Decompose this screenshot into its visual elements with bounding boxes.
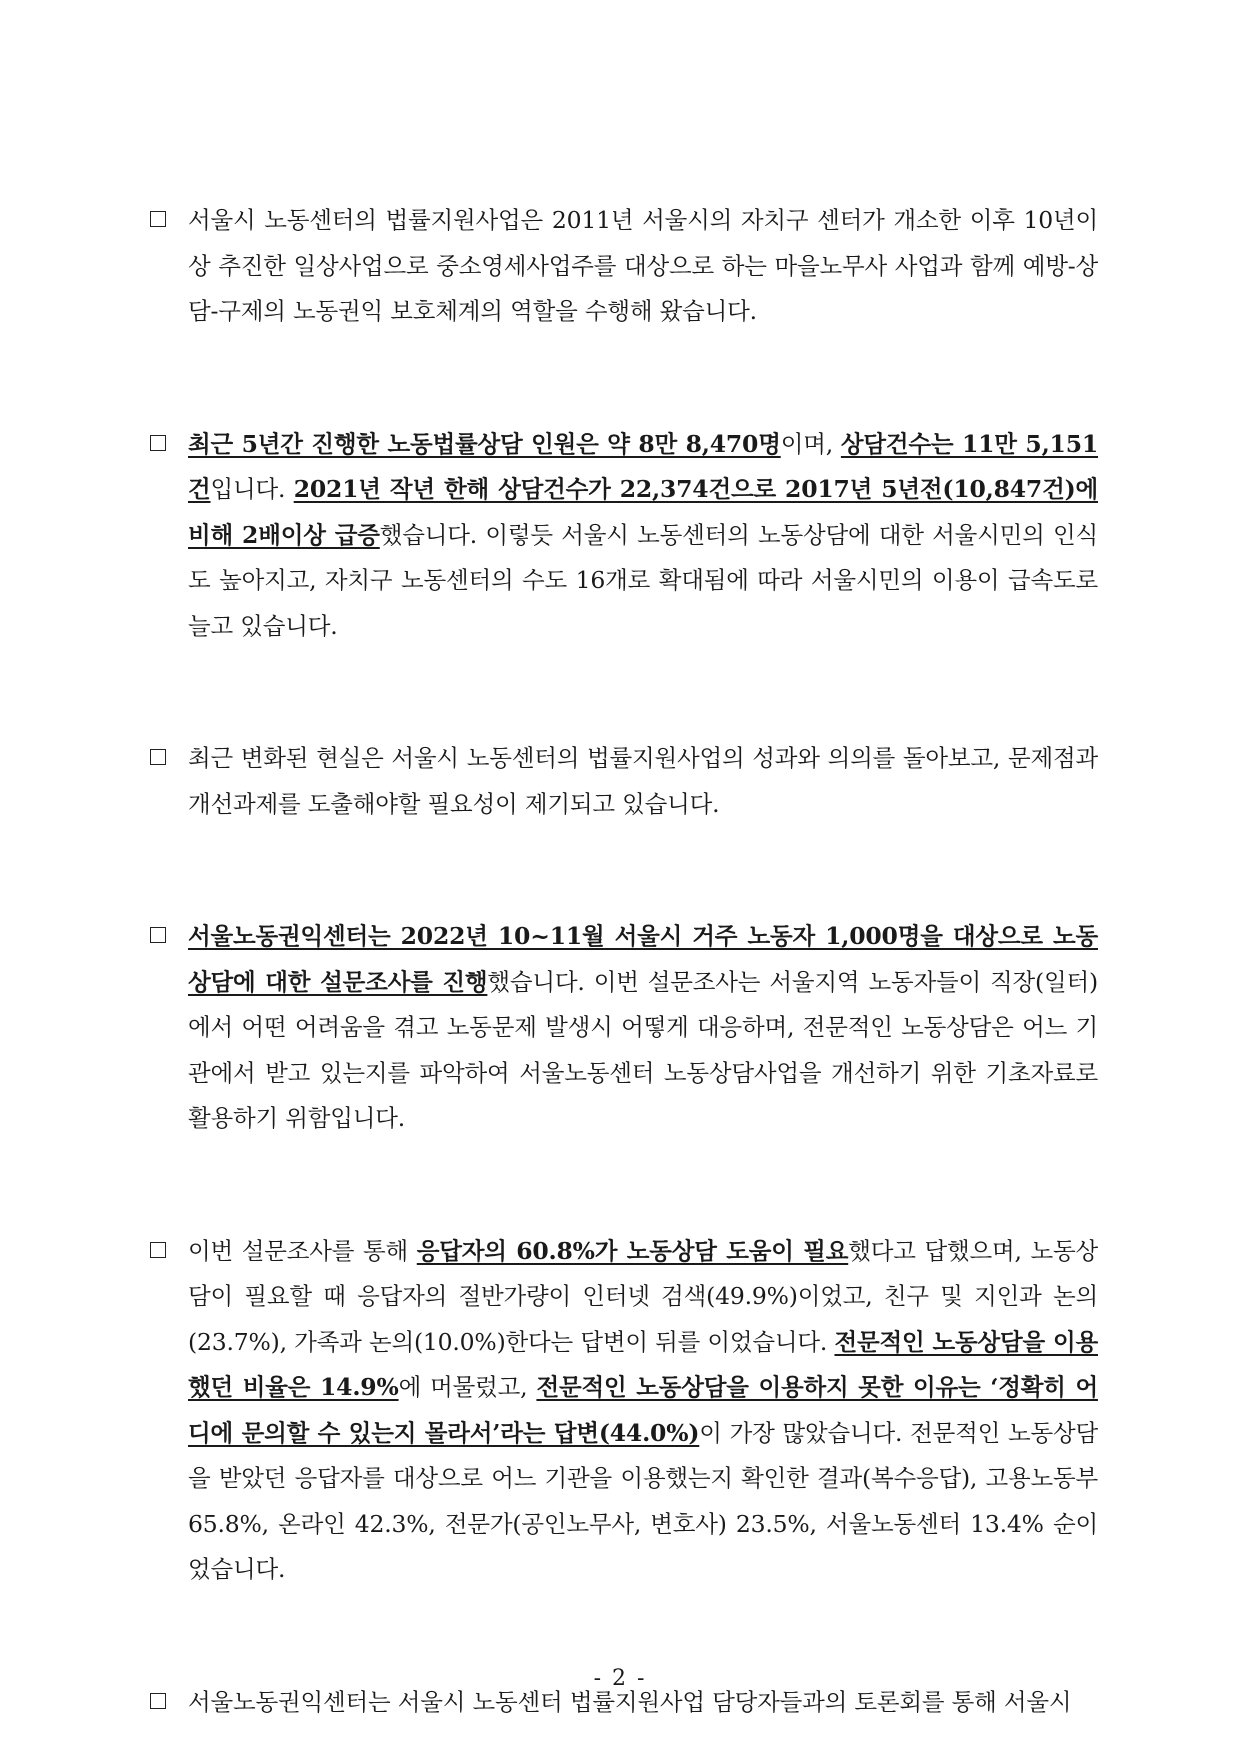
run: 최근 변화된 현실은 서울시 노동센터의 법률지원사업의 성과와 의의를 돌아보고, 문제점과 개선과제를 도출해야할 필요성이 제기되고 있습니다. bbox=[188, 744, 1098, 818]
emphasis-run: 서울노동권익센터는 2022년 10~11월 서울시 거주 노동자 1,000명을 대상으로 노동상담에 대한 설문조사를 진행 bbox=[188, 922, 1098, 996]
checkbox-bullet-icon bbox=[150, 1242, 166, 1258]
page-number: - 2 - bbox=[593, 1666, 647, 1691]
run: 했습니다. 이렇듯 서울시 노동센터의 노동상담에 대한 서울시민의 인식도 높아지고, 자치구 노동센터의 수도 16개로 확대됨에 따라 서울시민의 이용이 급속도로 늘고 있습니다. bbox=[188, 520, 1098, 640]
run: 서울노동권익센터는 서울시 노동센터 법률지원사업 담당자들과의 토론회를 통해 서울시 bbox=[188, 1687, 1072, 1716]
run: 했다고 답했으며, 노동상담이 필요할 때 응답자의 절반가량이 인터넷 검색(49.9%)이었고, 친구 및 지인과 논의(23.7%), 가족과 논의(10.0%)한다는 답변이 뒤를 이었습니다. bbox=[188, 1236, 1098, 1356]
emphasis-run: 전문적인 노동상담을 이용하지 못한 이유는 ‘정확히 어디에 문의할 수 있는지 몰라서’라는 답변(44.0%) bbox=[188, 1373, 1098, 1447]
emphasis-run: 전문적인 노동상담을 이용했던 비율은 14.9% bbox=[188, 1327, 1098, 1401]
emphasis-run: 상담건수는 11만 5,151건 bbox=[188, 429, 1099, 503]
run: 에 머물렀고, bbox=[398, 1373, 537, 1401]
emphasis-run: 응답자의 60.8%가 노동상담 도움이 필요 bbox=[416, 1236, 849, 1265]
checkbox-bullet-icon bbox=[150, 1693, 166, 1709]
paragraph-1 bbox=[150, 198, 1098, 335]
checkbox-bullet-icon bbox=[150, 211, 166, 227]
run: 했습니다. 이번 설문조사는 서울지역 노동자들이 직장(일터)에서 어떤 어려움을 겪고 노동문제 발생시 어떻게 대응하며, 전문적인 노동상담은 어느 기관에서 받고 있는지를 파악하여 서울노동센터 노동상담사업을 개선하기 위한 기초자료로 활용하기 위함입니다. bbox=[188, 967, 1098, 1132]
run: 이번 설문조사를 통해 bbox=[188, 1236, 417, 1265]
paragraph-3 bbox=[150, 736, 1098, 827]
emphasis-run: 2021년 작년 한해 상담건수가 22,374건으로 2017년 5년전(10,847건)에 비해 2배이상 급증 bbox=[188, 475, 1098, 549]
paragraph-5 bbox=[150, 1229, 1098, 1593]
paragraph-2 bbox=[150, 422, 1098, 650]
paragraph-4 bbox=[150, 914, 1098, 1142]
checkbox-bullet-icon bbox=[150, 749, 166, 765]
run: 입니다. bbox=[210, 475, 294, 503]
run: 이 가장 많았습니다. 전문적인 노동상담을 받았던 응답자를 대상으로 어느 기관을 이용했는지 확인한 결과(복수응답), 고용노동부 65.8%, 온라인 42.3%, 전문가(공인노무사, 변호사) 23.5%, 서울노동센터 13.4% 순이었습니다. bbox=[188, 1418, 1098, 1583]
emphasis-run: 최근 5년간 진행한 노동법률상담 인원은 약 8만 8,470명 bbox=[188, 429, 781, 458]
run: 이며, bbox=[780, 429, 841, 458]
run: 서울시 노동센터의 법률지원사업은 2011년 서울시의 자치구 센터가 개소한 이후 10년이상 추진한 일상사업으로 중소영세사업주를 대상으로 하는 마을노무사 사업과 함께 예방-상담-구제의 노동권익 보호체계의 역할을 수행해 왔습니다. bbox=[188, 206, 1098, 325]
checkbox-bullet-icon bbox=[150, 435, 166, 451]
checkbox-bullet-icon bbox=[150, 927, 166, 943]
document-body bbox=[150, 198, 1098, 1725]
